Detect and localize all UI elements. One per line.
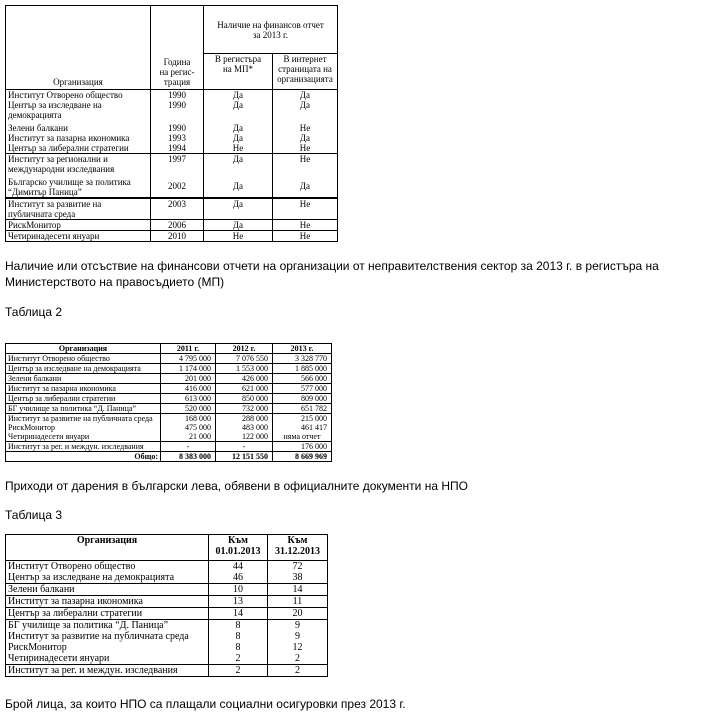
caption-3: Брой лица, за които НПО са плащали социални осигуровки през 2013 г. — [5, 697, 406, 711]
table-row: Четиринадесети януари 2010 Не Не — [6, 231, 338, 242]
table-row: Център за либерални стратегии 1994 Не Не — [6, 143, 338, 154]
table-row: Център за изследване на демокрацията 1 174 000 1 553 000 1 885 000 — [6, 364, 332, 374]
table-row: Институт за регионални и международни изследвания 1997 Да Не — [6, 154, 338, 175]
table-row: Институт за пазарна икономика 1993 Да Да — [6, 133, 338, 143]
t2-header-2012: 2012 г. — [216, 344, 273, 354]
table-1 — [5, 5, 338, 242]
table-row: Център за изследване на демокрацията 1990 Да Да — [6, 100, 338, 120]
table-row: Българско училище за политика “Димитър Паница” 2002 Да Да — [6, 174, 338, 198]
t3-header-org: Организация — [6, 535, 209, 561]
table-row: Институт за развитие на публичната среда 2003 Да Не — [6, 198, 338, 220]
table-row: Институт за развитие на публичната среда 168 000 288 000 215 000 — [6, 414, 332, 424]
t2-header-org: Организация — [6, 344, 161, 354]
caption-1: Наличие или отсъствие на финансови отчети на организации от неправителствения сектор за 2013 г. в регистъра на Министерството на правосъдието (МП) — [5, 259, 659, 289]
table-row: Зелени балкани 10 14 — [6, 584, 328, 596]
t1-header-internet: В интернет страницата на организацията — [273, 54, 338, 90]
table-3 — [5, 534, 328, 677]
table-row: Институт за пазарна икономика 416 000 621 000 577 000 — [6, 384, 332, 394]
table-row: БГ училище за политика “Д. Паница” 520 000 732 000 651 782 — [6, 404, 332, 414]
table-row: Институт за рег. и междун. изследвания 2 2 — [6, 665, 328, 677]
table-row: Зелени балкани 201 000 426 000 566 000 — [6, 374, 332, 384]
table-row: Четиринадесети януари 2 2 — [6, 653, 328, 665]
table-row: Институт Отворено общество 1990 Да Да — [6, 90, 338, 101]
table-row: РискМонитор 2006 Да Не — [6, 220, 338, 231]
t1-header-financial-report: Наличие на финансов отчет за 2013 г. — [204, 6, 338, 54]
table-2 — [5, 343, 332, 462]
table-row: Център за либерални стратегии 14 20 — [6, 608, 328, 620]
caption-2: Приходи от дарения в български лева, обявени в официалните документи на НПО — [5, 479, 468, 493]
t1-header-org: Организация — [6, 6, 151, 90]
table-row: Четиринадесети януари 21 000 122 000 няма отчет — [6, 432, 332, 442]
table-row: РискМонитор 8 12 — [6, 642, 328, 653]
table-total-row: Общо: 8 383 000 12 151 550 8 669 969 — [6, 452, 332, 462]
table-3-title: Таблица 3 — [5, 508, 63, 522]
table-row: Зелени балкани 1990 Да Не — [6, 120, 338, 133]
table-row: Център за изследване на демокрацията 46 38 — [6, 572, 328, 584]
table-row: Институт за развитие на публичната среда 8 9 — [6, 631, 328, 642]
table-row: Институт Отворено общество 4 795 000 7 076 550 3 328 770 — [6, 354, 332, 364]
table-row: Институт Отворено общество 44 72 — [6, 561, 328, 573]
t1-header-registry: В регистъра на МП* — [204, 54, 273, 90]
table-row: РискМонитор 475 000 483 000 461 417 — [6, 423, 332, 432]
table-2-title: Таблица 2 — [5, 305, 63, 319]
t1-header-year: Година на регис- трация — [151, 6, 204, 90]
table-row: БГ училище за политика “Д. Паница” 8 9 — [6, 620, 328, 632]
t3-header-end: Към 31.12.2013 — [268, 535, 328, 561]
t3-header-start: Към 01.01.2013 — [209, 535, 268, 561]
table-row: Институт за рег. и междун. изследвания - - 176 000 — [6, 442, 332, 452]
t2-header-2011: 2011 г. — [161, 344, 216, 354]
table-row: Център за либерални стратегии 613 000 850 000 809 000 — [6, 394, 332, 404]
t2-header-2013: 2013 г. — [273, 344, 332, 354]
table-row: Институт за пазарна икономика 13 11 — [6, 596, 328, 608]
